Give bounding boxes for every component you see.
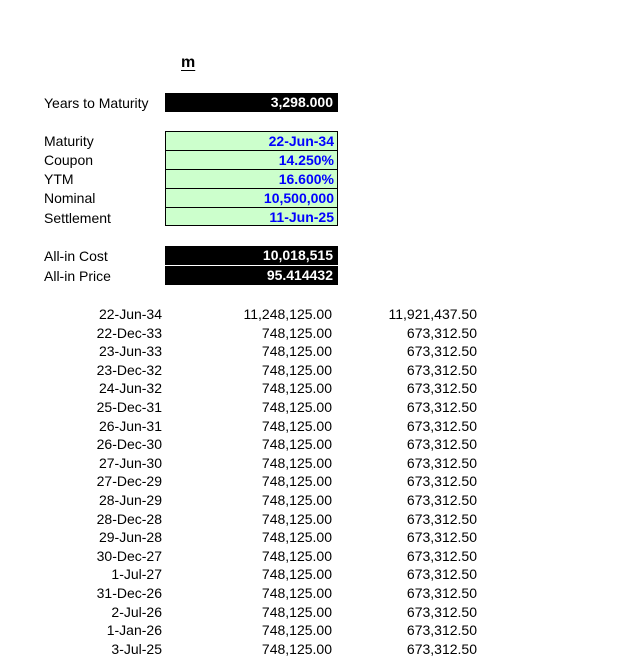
cashflow-net-cell[interactable]: 673,312.50 (406, 603, 477, 620)
cashflow-net-cell[interactable]: 673,312.50 (406, 622, 477, 639)
cashflow-date-cell[interactable]: 24-Jun-32 (98, 380, 162, 397)
cashflow-date-cell[interactable]: 26-Jun-31 (98, 417, 162, 434)
table-row (0, 472, 625, 491)
cashflow-net-cell[interactable]: 673,312.50 (406, 640, 477, 657)
cashflow-net-cell[interactable]: 673,312.50 (406, 361, 477, 378)
years-to-maturity-label: Years to Maturity (44, 95, 149, 111)
table-row (0, 528, 625, 547)
cashflow-gross-cell[interactable]: 748,125.00 (261, 491, 332, 508)
cashflow-net-cell[interactable]: 673,312.50 (406, 547, 477, 564)
cashflow-date-cell[interactable]: 22-Jun-34 (98, 306, 162, 322)
table-row (0, 435, 625, 454)
table-row (0, 547, 625, 566)
cashflow-gross-cell[interactable]: 11,248,125.00 (243, 306, 332, 322)
cashflow-net-cell[interactable]: 673,312.50 (406, 454, 477, 471)
cashflow-gross-cell[interactable]: 748,125.00 (261, 436, 332, 453)
table-row (0, 603, 625, 622)
cashflow-date-cell[interactable]: 2-Jul-26 (111, 603, 162, 620)
cashflow-net-cell[interactable]: 673,312.50 (406, 510, 477, 527)
table-row (0, 361, 625, 380)
table-row (0, 417, 625, 436)
cashflow-date-cell[interactable]: 26-Dec-30 (96, 436, 162, 453)
cashflow-table (0, 305, 625, 658)
cashflow-gross-cell[interactable]: 748,125.00 (261, 417, 332, 434)
cashflow-gross-cell[interactable]: 748,125.00 (261, 603, 332, 620)
all-in-price-label: All-in Price (44, 268, 111, 284)
all-in-price-cell[interactable]: 95.414432 (165, 266, 338, 285)
cashflow-date-cell[interactable]: 31-Dec-26 (96, 584, 162, 601)
coupon-label: Coupon (44, 152, 94, 168)
nominal-label: Nominal (44, 190, 96, 206)
all-in-cost-cell[interactable]: 10,018,515 (165, 246, 338, 265)
table-row (0, 510, 625, 529)
cashflow-date-cell[interactable]: 29-Jun-28 (98, 529, 162, 546)
maturity-input[interactable]: 22-Jun-34 (165, 131, 338, 150)
settlement-input[interactable]: 11-Jun-25 (165, 207, 338, 226)
table-row (0, 491, 625, 510)
cashflow-gross-cell[interactable]: 748,125.00 (261, 380, 332, 397)
cashflow-gross-cell[interactable]: 748,125.00 (261, 510, 332, 527)
cashflow-gross-cell[interactable]: 748,125.00 (261, 566, 332, 583)
cashflow-gross-cell[interactable]: 748,125.00 (261, 398, 332, 415)
table-row (0, 621, 625, 640)
table-row (0, 640, 625, 659)
years-to-maturity-cell[interactable]: 3,298.000 (165, 93, 338, 112)
cashflow-net-cell[interactable]: 673,312.50 (406, 529, 477, 546)
cashflow-date-cell[interactable]: 23-Dec-32 (96, 361, 162, 378)
cashflow-gross-cell[interactable]: 748,125.00 (261, 343, 332, 360)
sheet-title: m (181, 54, 196, 71)
cashflow-date-cell[interactable]: 28-Jun-29 (98, 491, 162, 508)
cashflow-date-cell[interactable]: 23-Jun-33 (98, 343, 162, 360)
cashflow-net-cell[interactable]: 673,312.50 (406, 584, 477, 601)
cashflow-gross-cell[interactable]: 748,125.00 (261, 361, 332, 378)
cashflow-gross-cell[interactable]: 748,125.00 (261, 529, 332, 546)
settlement-label: Settlement (44, 210, 111, 226)
maturity-label: Maturity (44, 133, 94, 149)
cashflow-net-cell[interactable]: 673,312.50 (406, 380, 477, 397)
cashflow-net-cell[interactable]: 673,312.50 (406, 436, 477, 453)
all-in-cost-label: All-in Cost (44, 248, 108, 264)
cashflow-net-cell[interactable]: 673,312.50 (406, 491, 477, 508)
nominal-input[interactable]: 10,500,000 (165, 188, 338, 207)
cashflow-date-cell[interactable]: 1-Jul-27 (111, 566, 162, 583)
table-row (0, 398, 625, 417)
cashflow-net-cell[interactable]: 11,921,437.50 (388, 306, 477, 322)
cashflow-date-cell[interactable]: 1-Jan-26 (106, 622, 162, 639)
cashflow-net-cell[interactable]: 673,312.50 (406, 566, 477, 583)
cashflow-gross-cell[interactable]: 748,125.00 (261, 584, 332, 601)
cashflow-gross-cell[interactable]: 748,125.00 (261, 454, 332, 471)
cashflow-date-cell[interactable]: 3-Jul-25 (111, 640, 162, 657)
cashflow-date-cell[interactable]: 28-Dec-28 (96, 510, 162, 527)
cashflow-date-cell[interactable]: 25-Dec-31 (96, 398, 162, 415)
coupon-input[interactable]: 14.250% (165, 150, 338, 169)
cashflow-date-cell[interactable]: 22-Dec-33 (96, 324, 162, 341)
table-row (0, 454, 625, 473)
cashflow-gross-cell[interactable]: 748,125.00 (261, 622, 332, 639)
cashflow-net-cell[interactable]: 673,312.50 (406, 473, 477, 490)
cashflow-net-cell[interactable]: 673,312.50 (406, 343, 477, 360)
table-row (0, 342, 625, 361)
cashflow-date-cell[interactable]: 27-Jun-30 (98, 454, 162, 471)
table-row (0, 379, 625, 398)
table-row (0, 584, 625, 603)
table-row (0, 324, 625, 343)
cashflow-date-cell[interactable]: 30-Dec-27 (96, 547, 162, 564)
cashflow-gross-cell[interactable]: 748,125.00 (261, 473, 332, 490)
cashflow-date-cell[interactable]: 27-Dec-29 (96, 473, 162, 490)
cashflow-net-cell[interactable]: 673,312.50 (406, 324, 477, 341)
table-row (0, 565, 625, 584)
cashflow-gross-cell[interactable]: 748,125.00 (261, 324, 332, 341)
cashflow-net-cell[interactable]: 673,312.50 (406, 398, 477, 415)
cashflow-gross-cell[interactable]: 748,125.00 (261, 640, 332, 657)
ytm-input[interactable]: 16.600% (165, 169, 338, 188)
table-row (0, 305, 625, 324)
cashflow-net-cell[interactable]: 673,312.50 (406, 417, 477, 434)
cashflow-gross-cell[interactable]: 748,125.00 (261, 547, 332, 564)
ytm-label: YTM (44, 171, 74, 187)
